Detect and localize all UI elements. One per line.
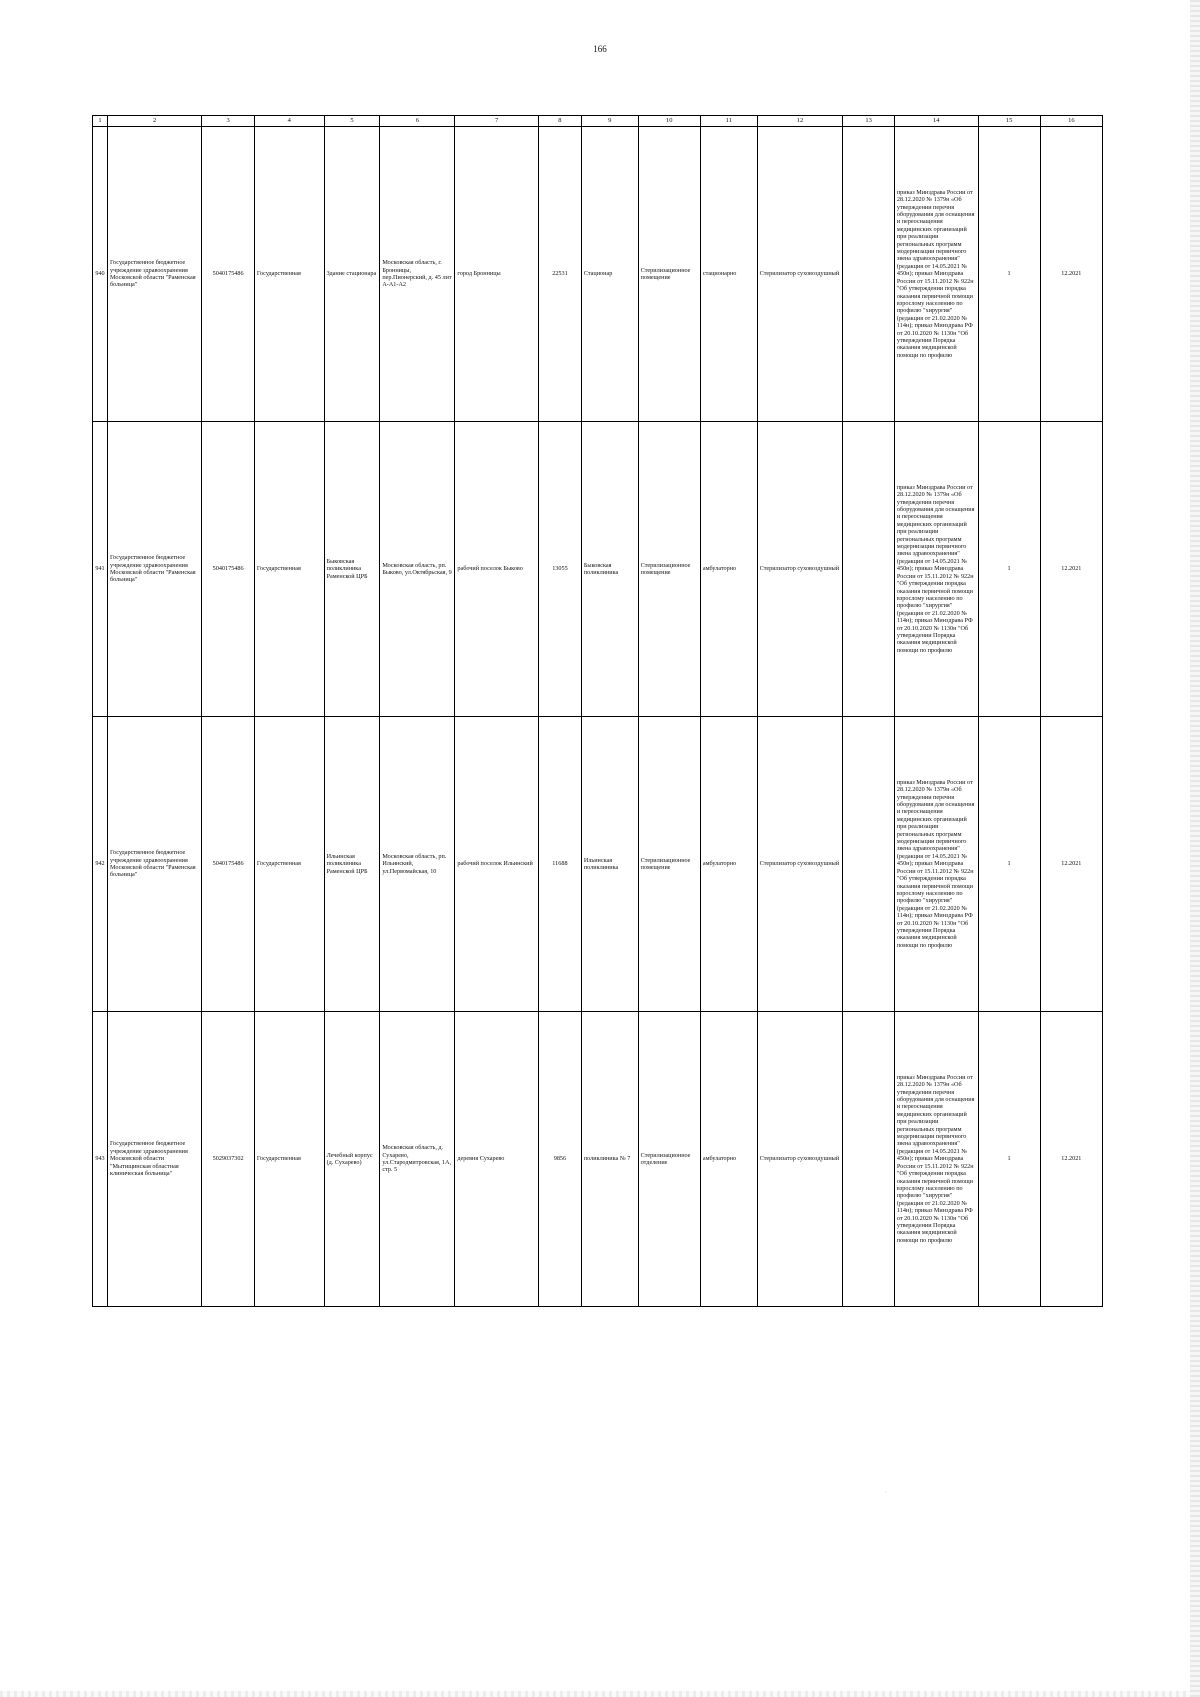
facility-name: Ильинская поликлиника Раменской ЦРБ (324, 717, 380, 1012)
room-name: Стерилизационное помещение (638, 422, 700, 717)
organization-name: Государственное бюджетное учреждение здравоохранения Московской области "Раменская больница" (108, 422, 202, 717)
care-type: амбулаторно (700, 1012, 757, 1307)
quantity: 1 (978, 127, 1040, 422)
table-row (93, 422, 1103, 717)
column-number: 14 (894, 116, 978, 127)
unit-name: Стационар (581, 127, 638, 422)
equipment-registry-table (92, 115, 1103, 1307)
room-name: Стерилизационное помещение (638, 717, 700, 1012)
row-number: 941 (93, 422, 108, 717)
inn: 5029037302 (202, 1012, 255, 1307)
unit-name: Быковская поликлиника (581, 422, 638, 717)
row-number: 942 (93, 717, 108, 1012)
quantity: 1 (978, 422, 1040, 717)
column-number: 5 (324, 116, 380, 127)
facility-name: Здание стационара (324, 127, 380, 422)
facility-name: Лечебный корпус (д. Сухарево) (324, 1012, 380, 1307)
locality: город Бронницы (455, 127, 539, 422)
column-number-row (93, 116, 1103, 127)
column-number: 2 (108, 116, 202, 127)
facility-address: Московская область, рп. Быково, ул.Октябрьская, 9 (380, 422, 455, 717)
equipment-name: Стерилизатор суховоздушный (757, 717, 843, 1012)
scan-bottom-artifact (0, 1691, 1190, 1697)
organization-name: Государственное бюджетное учреждение здравоохранения Московской области "Раменская больница" (108, 127, 202, 422)
quantity: 1 (978, 717, 1040, 1012)
column-number: 6 (380, 116, 455, 127)
inn: 5040175486 (202, 717, 255, 1012)
equipment-code (843, 127, 894, 422)
column-number: 4 (254, 116, 324, 127)
unit-name: поликлиника № 7 (581, 1012, 638, 1307)
locality: рабочий поселок Ильинский (455, 717, 539, 1012)
care-type: амбулаторно (700, 717, 757, 1012)
facility-address: Московская область, г. Бронницы, пер.Пионерский, д. 45 лит А-А1-А2 (380, 127, 455, 422)
column-number: 13 (843, 116, 894, 127)
delivery-date: 12.2021 (1040, 127, 1102, 422)
facility-name: Быковская поликлиника Раменской ЦРБ (324, 422, 380, 717)
column-number: 11 (700, 116, 757, 127)
delivery-date: 12.2021 (1040, 717, 1102, 1012)
equipment-code (843, 1012, 894, 1307)
scan-edge-artifact (1190, 0, 1200, 1697)
column-number: 10 (638, 116, 700, 127)
ownership-form: Государственная (254, 717, 324, 1012)
legal-basis: приказ Минздрава России от 28.12.2020 № 1379н «Об утверждении перечня оборудования для оснащения и переоснащения медицинских организаций при реализации региональных программ модернизации первичного звена здравоохранения"(редакция от 14.05.2021 № 450н); приказ Минздрава России от 15.11.2012 № 922н "Об утверждении порядка оказания первичной помощи взрослому населению по профилю "хирургия" (редакция от 21.02.2020 № 114н); приказ Минздрава РФ от 20.10.2020 № 1130н "Об утверждении Порядка оказания медицинской помощи по профилю (894, 1012, 978, 1307)
row-number: 940 (93, 127, 108, 422)
population: 9856 (538, 1012, 581, 1307)
organization-name: Государственное бюджетное учреждение здравоохранения Московской области "Раменская больница" (108, 717, 202, 1012)
room-name: Стерилизационное помещение (638, 127, 700, 422)
population: 11688 (538, 717, 581, 1012)
column-number: 16 (1040, 116, 1102, 127)
table-row (93, 717, 1103, 1012)
ownership-form: Государственная (254, 422, 324, 717)
facility-address: Московская область, рп. Ильинский, ул.Первомайская, 10 (380, 717, 455, 1012)
column-number: 12 (757, 116, 843, 127)
column-number: 7 (455, 116, 539, 127)
population: 22531 (538, 127, 581, 422)
legal-basis: приказ Минздрава России от 28.12.2020 № 1379н «Об утверждении перечня оборудования для оснащения и переоснащения медицинских организаций при реализации региональных программ модернизации первичного звена здравоохранения"(редакция от 14.05.2021 № 450н); приказ Минздрава России от 15.11.2012 № 922н "Об утверждении порядка оказания первичной помощи взрослому населению по профилю "хирургия" (редакция от 21.02.2020 № 114н); приказ Минздрава РФ от 20.10.2020 № 1130н "Об утверждении Порядка оказания медицинской помощи по профилю (894, 127, 978, 422)
scan-speck: · (885, 1490, 887, 1496)
column-number: 8 (538, 116, 581, 127)
inn: 5040175486 (202, 127, 255, 422)
inn: 5040175486 (202, 422, 255, 717)
legal-basis: приказ Минздрава России от 28.12.2020 № 1379н «Об утверждении перечня оборудования для оснащения и переоснащения медицинских организаций при реализации региональных программ модернизации первичного звена здравоохранения"(редакция от 14.05.2021 № 450н); приказ Минздрава России от 15.11.2012 № 922н "Об утверждении порядка оказания первичной помощи взрослому населению по профилю "хирургия" (редакция от 21.02.2020 № 114н); приказ Минздрава РФ от 20.10.2020 № 1130н "Об утверждении Порядка оказания медицинской помощи по профилю (894, 422, 978, 717)
table-row (93, 1012, 1103, 1307)
ownership-form: Государственная (254, 127, 324, 422)
organization-name: Государственное бюджетное учреждение здравоохранения Московской области "Мытищинская областная клиническая больница" (108, 1012, 202, 1307)
equipment-code (843, 717, 894, 1012)
population: 13055 (538, 422, 581, 717)
equipment-name: Стерилизатор суховоздушный (757, 127, 843, 422)
equipment-code (843, 422, 894, 717)
equipment-name: Стерилизатор суховоздушный (757, 422, 843, 717)
quantity: 1 (978, 1012, 1040, 1307)
unit-name: Ильинская поликлиника (581, 717, 638, 1012)
page-number: 166 (593, 44, 607, 54)
locality: рабочий поселок Быково (455, 422, 539, 717)
care-type: стационарно (700, 127, 757, 422)
locality: деревня Сухарево (455, 1012, 539, 1307)
ownership-form: Государственная (254, 1012, 324, 1307)
row-number: 943 (93, 1012, 108, 1307)
equipment-name: Стерилизатор суховоздушный (757, 1012, 843, 1307)
facility-address: Московская область, д. Сухарево, ул.Стародмитровская, 1А, стр. 5 (380, 1012, 455, 1307)
delivery-date: 12.2021 (1040, 1012, 1102, 1307)
column-number: 15 (978, 116, 1040, 127)
legal-basis: приказ Минздрава России от 28.12.2020 № 1379н «Об утверждении перечня оборудования для оснащения и переоснащения медицинских организаций при реализации региональных программ модернизации первичного звена здравоохранения"(редакция от 14.05.2021 № 450н); приказ Минздрава России от 15.11.2012 № 922н "Об утверждении порядка оказания первичной помощи взрослому населению по профилю "хирургия" (редакция от 21.02.2020 № 114н); приказ Минздрава РФ от 20.10.2020 № 1130н "Об утверждении Порядка оказания медицинской помощи по профилю (894, 717, 978, 1012)
room-name: Стерилизационное отделение (638, 1012, 700, 1307)
care-type: амбулаторно (700, 422, 757, 717)
table-row (93, 127, 1103, 422)
column-number: 9 (581, 116, 638, 127)
delivery-date: 12.2021 (1040, 422, 1102, 717)
column-number: 3 (202, 116, 255, 127)
column-number: 1 (93, 116, 108, 127)
